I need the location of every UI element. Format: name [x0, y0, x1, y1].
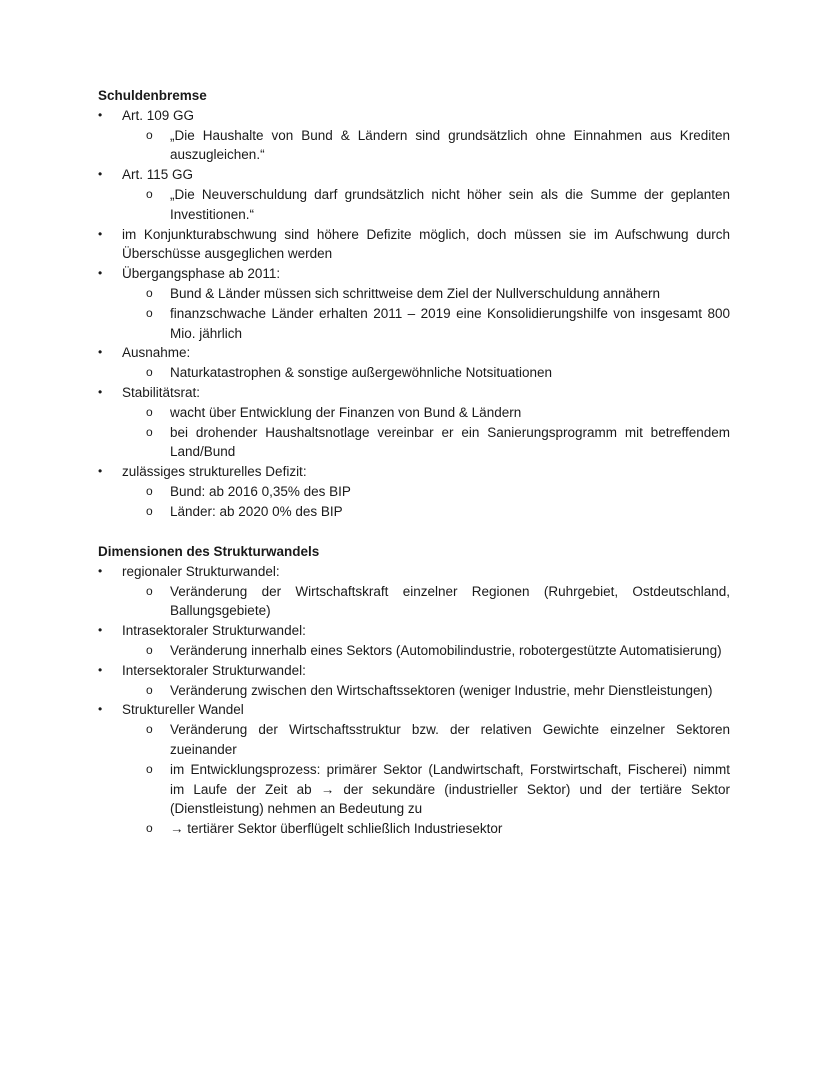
sub-list-item-text: Veränderung der Wirtschaftskraft einzelner Regionen (Ruhrgebiet, Ostdeutschland, Ballungsgebiete): [170, 583, 730, 619]
list-item-text: Intrasektoraler Strukturwandel:: [122, 623, 306, 639]
sub-list-item-text: bei drohender Haushaltsnotlage vereinbar er ein Sanierungsprogramm mit betreffendem Land/Bund: [170, 424, 730, 460]
sub-list-item: [146, 502, 730, 522]
list-item: [98, 661, 730, 701]
circle-bullet-icon: o: [146, 761, 153, 776]
circle-bullet-icon: o: [146, 483, 153, 498]
sub-list-item: [146, 185, 730, 225]
sub-list-item: [146, 403, 730, 423]
sub-list-item: [146, 681, 730, 701]
sub-list-item-text: wacht über Entwicklung der Finanzen von Bund & Ländern: [170, 404, 522, 420]
sub-list-item-text: im Entwicklungsprozess: primärer Sektor (Landwirtschaft, Forstwirtschaft, Fischerei) nimmt im Laufe der Zeit ab → der sekundäre (industrieller Sektor) und der tertiäre Sektor (Dienstleistung) nehmen an Bedeutung zu: [170, 761, 730, 817]
sub-list-item: [146, 641, 730, 661]
list-item: [98, 621, 730, 661]
list-item-text: Stabilitätsrat:: [122, 384, 201, 400]
section-schuldenbremse: [98, 86, 730, 522]
circle-bullet-icon: o: [146, 583, 153, 598]
list-item: [98, 264, 730, 343]
sub-list-item: [146, 126, 730, 166]
list-item-text: Übergangsphase ab 2011:: [122, 266, 281, 282]
section-heading: Dimensionen des Strukturwandels: [98, 544, 320, 559]
bullet-icon: •: [98, 107, 103, 122]
circle-bullet-icon: o: [146, 722, 153, 737]
bullet-icon: •: [98, 563, 103, 578]
circle-bullet-icon: o: [146, 642, 153, 657]
sub-list: [122, 284, 730, 343]
list-item: [98, 700, 730, 839]
sub-list-item-text: Veränderung innerhalb eines Sektors (Automobilindustrie, robotergestützte Automatisierung): [170, 642, 722, 658]
list-item-text: Ausnahme:: [122, 345, 191, 361]
bullet-icon: •: [98, 623, 103, 638]
sub-list: [122, 720, 730, 839]
sub-list-item: [146, 760, 730, 819]
bullet-icon: •: [98, 167, 103, 182]
sub-list-item-text: Bund: ab 2016 0,35% des BIP: [170, 483, 351, 499]
list-item-text: regionaler Strukturwandel:: [122, 563, 280, 579]
sub-list-item: [146, 304, 730, 344]
circle-bullet-icon: o: [146, 305, 153, 320]
circle-bullet-icon: o: [146, 285, 153, 300]
sub-list-item-text: → tertiärer Sektor überflügelt schließlich Industriesektor: [170, 821, 503, 837]
list-item: [98, 225, 730, 265]
circle-bullet-icon: o: [146, 682, 153, 697]
sub-list: [122, 681, 730, 701]
sub-list-item-text: Länder: ab 2020 0% des BIP: [170, 503, 343, 519]
list-item: [98, 562, 730, 621]
circle-bullet-icon: o: [146, 821, 153, 836]
list-item: [98, 165, 730, 224]
sub-list-item: [146, 482, 730, 502]
circle-bullet-icon: o: [146, 404, 153, 419]
sub-list-item: [146, 819, 730, 839]
bullet-icon: •: [98, 662, 103, 677]
sub-list: [122, 582, 730, 622]
bullet-icon: •: [98, 464, 103, 479]
list-item-text: zulässiges strukturelles Defizit:: [122, 464, 307, 480]
list-item-text: Intersektoraler Strukturwandel:: [122, 662, 306, 678]
list-item: [98, 462, 730, 521]
sub-list-item-text: Veränderung zwischen den Wirtschaftssektoren (weniger Industrie, mehr Dienstleistungen): [170, 682, 713, 698]
list-item-text: Art. 115 GG: [122, 167, 194, 183]
bullet-list: [98, 562, 730, 839]
bullet-list: [98, 106, 730, 522]
circle-bullet-icon: o: [146, 127, 153, 142]
list-item: [98, 383, 730, 462]
sub-list: [122, 126, 730, 166]
bullet-icon: •: [98, 266, 103, 281]
sub-list-item: [146, 284, 730, 304]
bullet-icon: •: [98, 384, 103, 399]
sub-list-item-text: Veränderung der Wirtschaftsstruktur bzw. der relativen Gewichte einzelner Sektoren zueinander: [170, 722, 730, 757]
sub-list: [122, 403, 730, 462]
circle-bullet-icon: o: [146, 424, 153, 439]
section-strukturwandel: [98, 542, 730, 839]
sub-list-item-text: „Die Neuverschuldung darf grundsätzlich nicht höher sein als die Summe der geplanten Investitionen.“: [170, 186, 730, 222]
sub-list-item-text: Naturkatastrophen & sonstige außergewöhnliche Notsituationen: [170, 365, 552, 381]
circle-bullet-icon: o: [146, 186, 153, 201]
sub-list-item: [146, 423, 730, 463]
sub-list: [122, 641, 730, 661]
sub-list-item: [146, 582, 730, 622]
sub-list-item: [146, 363, 730, 383]
circle-bullet-icon: o: [146, 503, 153, 518]
bullet-icon: •: [98, 345, 103, 360]
list-item: [98, 106, 730, 165]
list-item-text: im Konjunkturabschwung sind höhere Defizite möglich, doch müssen sie im Aufschwung durch Überschüsse ausgeglichen werden: [122, 226, 730, 262]
sub-list: [122, 185, 730, 225]
sub-list: [122, 363, 730, 383]
list-item-text: Art. 109 GG: [122, 107, 195, 123]
bullet-icon: •: [98, 702, 103, 717]
circle-bullet-icon: o: [146, 365, 153, 380]
list-item: [98, 343, 730, 383]
sub-list-item-text: „Die Haushalte von Bund & Ländern sind grundsätzlich ohne Einnahmen aus Krediten auszugleichen.“: [170, 127, 730, 163]
sub-list-item-text: Bund & Länder müssen sich schrittweise dem Ziel der Nullverschuldung annähern: [170, 285, 661, 301]
bullet-icon: •: [98, 226, 103, 241]
sub-list-item: [146, 720, 730, 760]
list-item-text: Struktureller Wandel: [122, 702, 244, 718]
section-heading: Schuldenbremse: [98, 88, 207, 103]
sub-list: [122, 482, 730, 522]
sub-list-item-text: finanzschwache Länder erhalten 2011 – 2019 eine Konsolidierungshilfe von insgesamt 800 Mio. jährlich: [170, 305, 730, 341]
